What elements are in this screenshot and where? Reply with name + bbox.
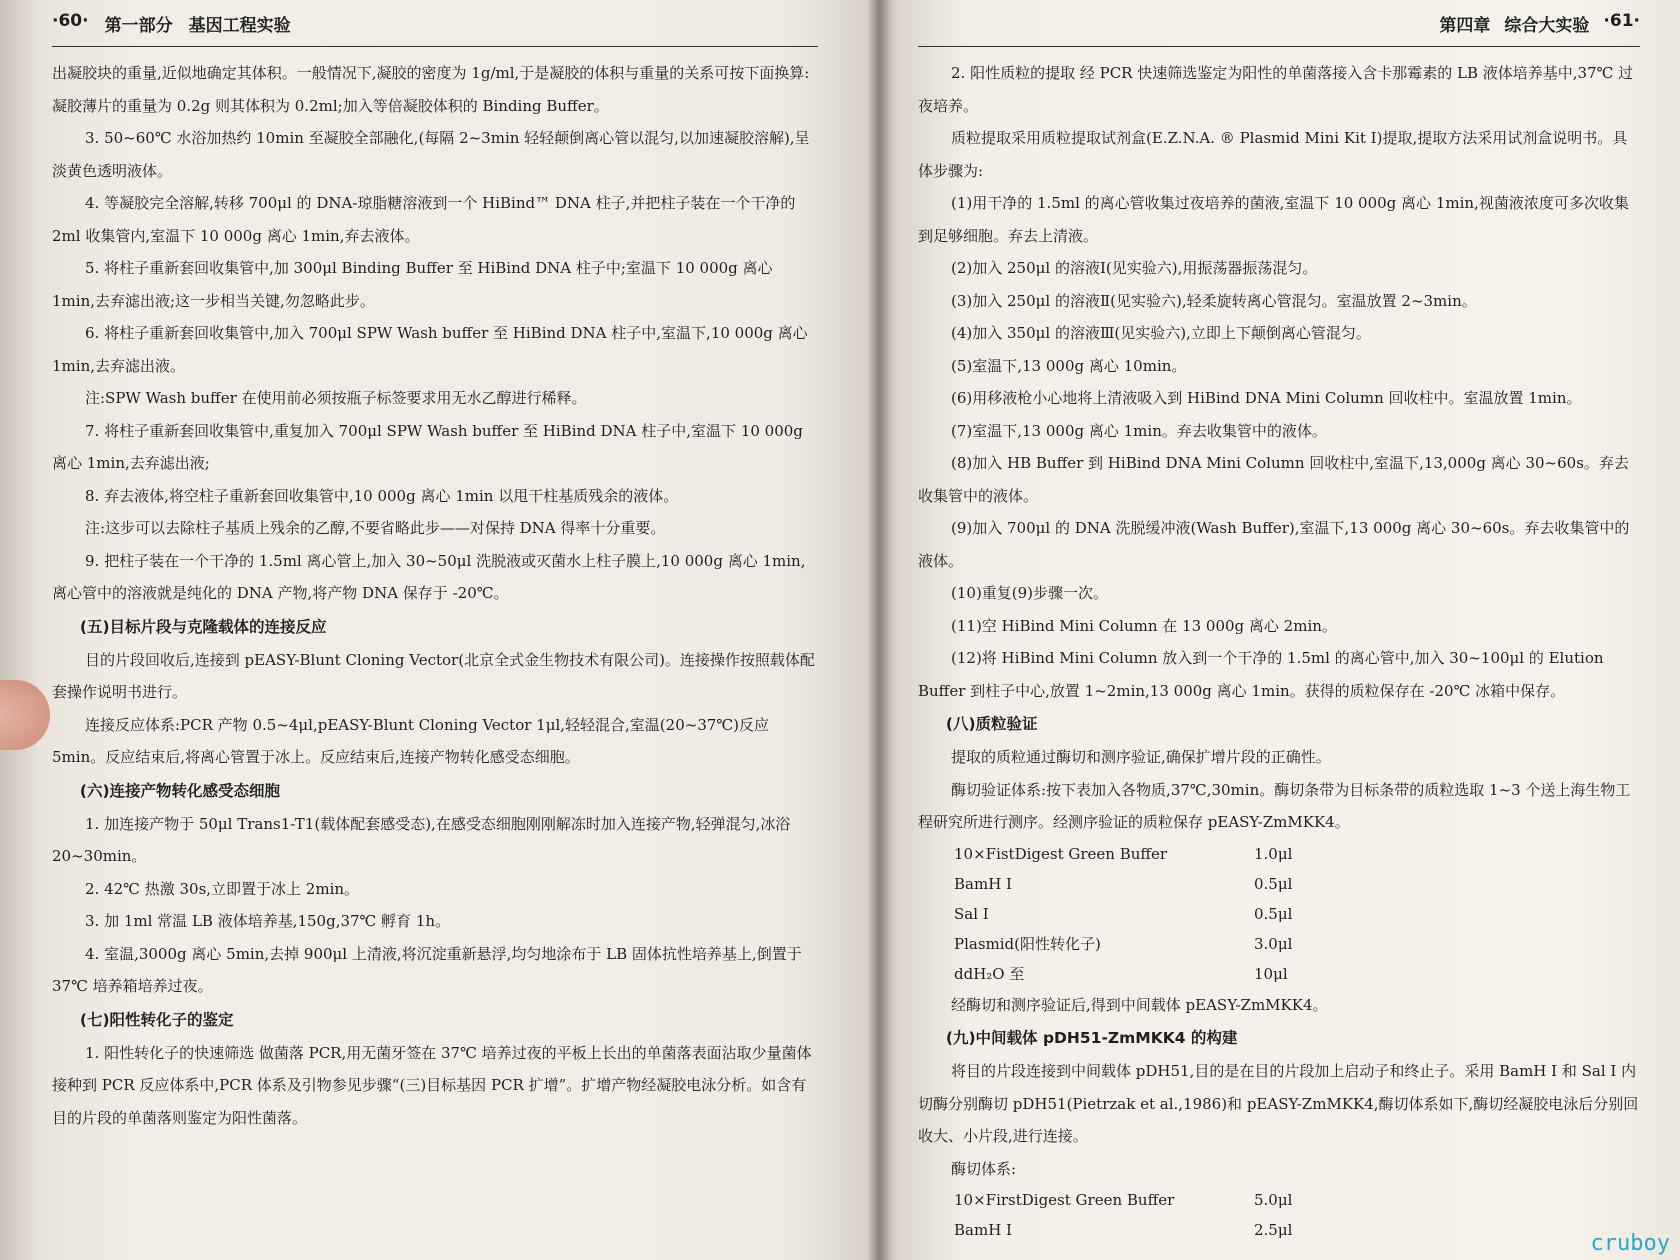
chapter-label: 第四章 <box>1439 15 1491 36</box>
recipe-row <box>954 929 1640 959</box>
paragraph: (1)用干净的 1.5ml 的离心管收集过夜培养的菌液,室温下 10 000g 离心 1min,视菌液浓度可多次收集到足够细胞。弃去上清液。 <box>918 194 1629 245</box>
paragraph: 2. 42℃ 热激 30s,立即置于冰上 2min。 <box>85 879 360 898</box>
paragraph: 3. 50~60℃ 水浴加热约 10min 至凝胶全部融化,(每隔 2~3min 轻轻颠倒离心管以混匀,以加速凝胶溶解),呈淡黄色透明液体。 <box>52 129 810 180</box>
reagent-name: BamH Ⅰ <box>954 874 1012 893</box>
paragraph: (9)加入 700μl 的 DNA 洗脱缓冲液(Wash Buffer),室温下,13 000g 离心 30~60s。弃去收集管中的液体。 <box>918 519 1630 570</box>
right-page-number: ·61· <box>1603 10 1640 31</box>
paragraph: 1. 阳性转化子的快速筛选 做菌落 PCR,用无菌牙签在 37℃ 培养过夜的平板上长出的单菌落表面沾取少量菌体接种到 PCR 反应体系中,PCR 体系及引物参见步骤“(三)目标基因 PCR 扩增”。扩增产物经凝胶电泳分析。如含有目的片段的单菌落则鉴定为阳性菌落。 <box>52 1043 812 1127</box>
reagent-name: 10×FirstDigest Green Buffer <box>954 1191 1175 1209</box>
paragraph: 6. 将柱子重新套回收集管中,加入 700μl SPW Wash buffer 至 HiBind DNA 柱子中,室温下,10 000g 离心 1min,去弃滤出液。 <box>52 324 808 375</box>
recipe-row <box>954 899 1640 929</box>
reagent-name: BamH Ⅰ <box>954 1221 1012 1239</box>
paragraph: (6)用移液枪小心地将上清液吸入到 HiBind DNA Mini Column 回收柱中。室温放置 1min。 <box>951 389 1582 407</box>
section-heading: (九)中间载体 pDH51-ZmMKK4 的构建 <box>945 1029 1238 1047</box>
paragraph: 8. 弃去液体,将空柱子重新套回收集管中,10 000g 离心 1min 以甩干柱基质残余的液体。 <box>85 486 679 505</box>
paragraph: 2. 阳性质粒的提取 经 PCR 快速筛选鉴定为阳性的单菌落接入含卡那霉素的 LB 液体培养基中,37℃ 过夜培养。 <box>918 64 1634 115</box>
paragraph: (10)重复(9)步骤一次。 <box>951 584 1109 602</box>
paragraph: (12)将 HiBind Mini Column 放入到一个干净的 1.5ml 的离心管中,加入 30~100μl 的 Elution Buffer 到柱子中心,放置 1~2min,13 000g 离心 1min。获得的质粒保存在 -20℃ 冰箱中保存。 <box>918 649 1604 700</box>
paragraph: 4. 等凝胶完全溶解,转移 700μl 的 DNA-琼脂糖溶液到一个 HiBind™ DNA 柱子,并把柱子装在一个干净的 2ml 收集管内,室温下 10 000g 离心 1min,弃去液体。 <box>52 194 796 245</box>
paragraph: 4. 室温,3000g 离心 5min,去掉 900μl 上清液,将沉淀重新悬浮,均匀地涂布于 LB 固体抗性培养基上,倒置于 37℃ 培养箱培养过夜。 <box>52 944 802 995</box>
right-page <box>878 0 1680 1260</box>
paragraph: (11)空 HiBind Mini Column 在 13 000g 离心 2min。 <box>951 616 1337 635</box>
paragraph: 目的片段回收后,连接到 pEASY-Blunt Cloning Vector(北京全式金生物技术有限公司)。连接操作按照载体配套操作说明书进行。 <box>52 650 815 701</box>
paragraph: 质粒提取采用质粒提取试剂盒(E.Z.N.A. ® Plasmid Mini Kit I)提取,提取方法采用试剂盒说明书。具体步骤为: <box>918 129 1628 180</box>
section-heading: (七)阳性转化子的鉴定 <box>79 1010 234 1029</box>
right-page-body <box>918 57 1640 1245</box>
paragraph: 连接反应体系:PCR 产物 0.5~4μl,pEASY-Blunt Cloning Vector 1μl,轻轻混合,室温(20~37℃)反应 5min。反应结束后,将离心管置于冰上。反应结束后,连接产物转化感受态细胞。 <box>52 715 770 766</box>
reagent-volume: 0.5μl <box>1254 904 1293 923</box>
recipe-row <box>954 959 1640 989</box>
paragraph: 经酶切和测序验证后,得到中间载体 pEASY-ZmMKK4。 <box>951 995 1328 1014</box>
recipe-row <box>954 839 1640 869</box>
paragraph: (2)加入 250μl 的溶液Ⅰ(见实验六),用振荡器振荡混匀。 <box>951 259 1318 277</box>
recipe-row <box>954 1185 1640 1215</box>
paragraph: 出凝胶块的重量,近似地确定其体积。一般情况下,凝胶的密度为 1g/ml,于是凝胶的体积与重量的关系可按下面换算:凝胶薄片的重量为 0.2g 则其体积为 0.2ml;加入等倍凝胶体积的 Binding Buffer。 <box>52 64 810 115</box>
reagent-volume: 5.0μl <box>1254 1191 1293 1209</box>
section-heading: (五)目标片段与克隆载体的连接反应 <box>79 617 327 636</box>
reagent-name: Plasmid(阳性转化子) <box>954 934 1101 953</box>
paragraph: (4)加入 350μl 的溶液Ⅲ(见实验六),立即上下颠倒离心管混匀。 <box>951 324 1371 342</box>
recipe-row <box>954 1215 1640 1245</box>
reagent-name: 10×FistDigest Green Buffer <box>954 844 1168 863</box>
paragraph: 注:这步可以去除柱子基质上残余的乙醇,不要省略此步——对保持 DNA 得率十分重要。 <box>85 519 666 537</box>
left-page-number: ·60· <box>52 10 89 31</box>
paragraph: 3. 加 1ml 常温 LB 液体培养基,150g,37℃ 孵育 1h。 <box>85 912 451 930</box>
section-heading: (六)连接产物转化感受态细胞 <box>79 781 281 800</box>
paragraph: (7)室温下,13 000g 离心 1min。弃去收集管中的液体。 <box>951 421 1327 440</box>
chapter-title: 综合大实验 <box>1504 15 1590 36</box>
book-gutter <box>866 0 892 1260</box>
part-label: 第一部分 <box>104 15 173 36</box>
recipe-row <box>954 869 1640 899</box>
watermark: cruboy <box>1590 1231 1670 1256</box>
reagent-volume: 2.5μl <box>1254 1221 1293 1239</box>
paragraph: 提取的质粒通过酶切和测序验证,确保扩增片段的正确性。 <box>951 748 1331 766</box>
digest-recipe-table-2 <box>918 1185 1640 1245</box>
paragraph: 注:SPW Wash buffer 在使用前必须按瓶子标签要求用无水乙醇进行稀释。 <box>85 389 587 407</box>
paragraph: 酶切验证体系:按下表加入各物质,37℃,30min。酶切条带为目标条带的质粒选取 1~3 个送上海生物工程研究所进行测序。经测序验证的质粒保存 pEASY-ZmMKK4。 <box>918 780 1631 831</box>
left-page-body <box>52 57 818 1134</box>
right-page-header <box>918 0 1640 47</box>
paragraph: 1. 加连接产物于 50μl Trans1-T1(载体配套感受态),在感受态细胞刚刚解冻时加入连接产物,轻弹混匀,冰浴 20~30min。 <box>52 814 791 865</box>
paragraph: 将目的片段连接到中间载体 pDH51,目的是在目的片段加上启动子和终止子。采用 BamH Ⅰ 和 Sal Ⅰ 内切酶分别酶切 pDH51(Pietrzak et al.,1986)和 pEASY-ZmMKK4,酶切体系如下,酶切经凝胶电泳后分别回收大、小片段,进行连接。 <box>918 1062 1639 1145</box>
paragraph: (3)加入 250μl 的溶液Ⅱ(见实验六),轻柔旋转离心管混匀。室温放置 2~3min。 <box>951 291 1477 310</box>
reagent-volume: 0.5μl <box>1254 874 1293 893</box>
reagent-name: Sal Ⅰ <box>954 904 989 923</box>
section-heading: (八)质粒验证 <box>945 715 1038 733</box>
digest-recipe-table <box>918 839 1640 989</box>
paragraph: 酶切体系: <box>951 1159 1017 1178</box>
paragraph: 5. 将柱子重新套回收集管中,加 300μl Binding Buffer 至 HiBind DNA 柱子中;室温下 10 000g 离心 1min,去弃滤出液;这一步相当关键,勿忽略此步。 <box>52 259 773 310</box>
reagent-volume: 3.0μl <box>1254 934 1293 953</box>
part-title: 基因工程实验 <box>188 15 291 36</box>
left-page-header <box>52 0 818 47</box>
reagent-volume: 1.0μl <box>1254 844 1293 863</box>
paragraph: 9. 把柱子装在一个干净的 1.5ml 离心管上,加入 30~50μl 洗脱液或灭菌水上柱子膜上,10 000g 离心 1min,离心管中的溶液就是纯化的 DNA 产物,将产物 DNA 保存于 -20℃。 <box>52 551 806 602</box>
paragraph: (5)室温下,13 000g 离心 10min。 <box>951 356 1187 375</box>
reagent-volume: 10μl <box>1254 964 1288 983</box>
paragraph: 7. 将柱子重新套回收集管中,重复加入 700μl SPW Wash buffer 至 HiBind DNA 柱子中,室温下 10 000g 离心 1min,去弃滤出液; <box>52 421 803 472</box>
reagent-name: ddH₂O 至 <box>954 964 1025 983</box>
paragraph: (8)加入 HB Buffer 到 HiBind DNA Mini Column 回收柱中,室温下,13,000g 离心 30~60s。弃去收集管中的液体。 <box>918 454 1629 505</box>
